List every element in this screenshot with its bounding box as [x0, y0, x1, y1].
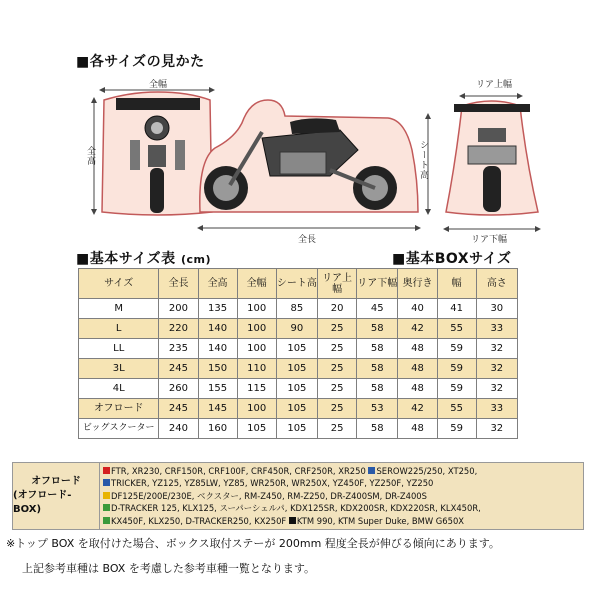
table-cell: 59: [437, 359, 476, 379]
table-cell: 155: [198, 379, 237, 399]
table-cell: 48: [398, 339, 437, 359]
model-names: FTR, XR230, CRF150R, CRF100F, CRF450R, CRF250R, XR250: [111, 466, 366, 476]
table-cell: 200: [159, 299, 198, 319]
table-cell: 220: [159, 319, 198, 339]
rear-view-bike: [446, 101, 538, 215]
model-names: KX450F, KLX250, D-TRACKER250, KX250F: [111, 515, 287, 526]
size-name-cell: オフロード: [79, 399, 159, 419]
table-cell: 25: [318, 399, 357, 419]
col-height: 全高: [198, 269, 237, 299]
table-cell: 105: [276, 379, 317, 399]
table-cell: 135: [198, 299, 237, 319]
table-cell: 245: [159, 359, 198, 379]
col-rear-top: リア上幅: [318, 269, 357, 299]
table-cell: 105: [276, 399, 317, 419]
offroad-label-line1: オフロード: [31, 476, 81, 487]
maker-color-square-icon: [103, 479, 110, 486]
size-name-cell: 3L: [79, 359, 159, 379]
table-cell: 33: [476, 319, 517, 339]
note-reference-models: 上記参考車種は BOX を考慮した参考車種一覧となります。: [22, 562, 315, 575]
table-cell: 48: [398, 419, 437, 439]
size-diagram: [0, 0, 600, 250]
size-name-cell: 4L: [79, 379, 159, 399]
table-cell: 59: [437, 339, 476, 359]
side-view-bike: [200, 100, 418, 212]
table-row: [79, 319, 518, 339]
table-cell: 150: [198, 359, 237, 379]
seat-height-label: シート高: [418, 140, 428, 180]
size-name-cell: M: [79, 299, 159, 319]
table-cell: 42: [398, 319, 437, 339]
table-cell: 30: [476, 299, 517, 319]
size-name-cell: L: [79, 319, 159, 339]
table-row: [79, 339, 518, 359]
table-cell: 240: [159, 419, 198, 439]
table-cell: 105: [237, 419, 276, 439]
size-table-heading: [76, 248, 211, 268]
size-table-title: ■基本サイズ表: [76, 251, 176, 267]
table-cell: 58: [357, 319, 398, 339]
table-cell: 41: [437, 299, 476, 319]
col-length: 全長: [159, 269, 198, 299]
table-cell: 58: [357, 379, 398, 399]
table-cell: 25: [318, 379, 357, 399]
col-size: サイズ: [79, 269, 159, 299]
offroad-model-list: [12, 462, 584, 530]
table-cell: 55: [437, 319, 476, 339]
offroad-label-line2: (オフロード-BOX): [13, 490, 72, 515]
table-cell: 140: [198, 319, 237, 339]
model-names: D-TRACKER 125, KLX125, スーパーシェルパ, KDX125SR, KDX200SR, KDX220SR, KLX450R,: [111, 503, 481, 514]
table-cell: 20: [318, 299, 357, 319]
col-width: 全幅: [237, 269, 276, 299]
table-cell: 53: [357, 399, 398, 419]
table-cell: 100: [237, 319, 276, 339]
table-row: [79, 359, 518, 379]
model-names: SEROW225/250, XT250,: [376, 466, 478, 476]
maker-color-square-icon: [103, 467, 110, 474]
col-box-height: 高さ: [476, 269, 517, 299]
table-cell: 32: [476, 359, 517, 379]
col-seat-height: [276, 269, 317, 299]
col-box-width: 幅: [437, 269, 476, 299]
table-cell: 59: [437, 419, 476, 439]
table-cell: 55: [437, 399, 476, 419]
table-cell: 90: [276, 319, 317, 339]
size-table-unit: (cm): [180, 253, 212, 266]
table-cell: 100: [237, 299, 276, 319]
size-name-cell: LL: [79, 339, 159, 359]
rear-bottom-width-label: リア下幅: [471, 235, 508, 245]
table-cell: 105: [276, 339, 317, 359]
maker-color-square-icon: [368, 467, 375, 474]
col-rear-bottom: リア下幅: [357, 269, 398, 299]
overall-height-label: 全高: [85, 146, 95, 166]
model-names: KTM 990, KTM Super Duke, BMW G650X: [296, 515, 465, 526]
model-line: [103, 465, 581, 477]
maker-color-square-icon: [103, 504, 110, 511]
table-row: [79, 379, 518, 399]
table-row: [79, 419, 518, 439]
table-cell: 45: [357, 299, 398, 319]
rear-top-width-label: リア上幅: [476, 80, 513, 90]
table-cell: 25: [318, 319, 357, 339]
table-cell: 110: [237, 359, 276, 379]
table-cell: 42: [398, 399, 437, 419]
maker-color-square-icon: [289, 517, 296, 524]
table-cell: 25: [318, 339, 357, 359]
table-cell: 160: [198, 419, 237, 439]
table-cell: 145: [198, 399, 237, 419]
table-cell: 40: [398, 299, 437, 319]
size-table-body: [79, 299, 518, 439]
table-cell: 59: [437, 379, 476, 399]
table-cell: 115: [237, 379, 276, 399]
table-row: [79, 299, 518, 319]
table-cell: 105: [276, 359, 317, 379]
table-cell: 100: [237, 339, 276, 359]
model-line: [103, 477, 581, 489]
table-cell: 140: [198, 339, 237, 359]
model-line: [103, 515, 581, 527]
table-cell: 100: [237, 399, 276, 419]
model-line: [103, 502, 581, 514]
table-cell: 105: [276, 419, 317, 439]
table-cell: 245: [159, 399, 198, 419]
table-cell: 33: [476, 399, 517, 419]
maker-color-square-icon: [103, 517, 110, 524]
size-name-cell: ビッグスクーター: [79, 419, 159, 439]
maker-color-square-icon: [103, 492, 110, 499]
offroad-label: [13, 463, 100, 529]
box-size-heading: ■基本BOXサイズ: [392, 251, 512, 267]
table-cell: 58: [357, 419, 398, 439]
front-view-bike: [102, 92, 212, 215]
how-to-read-heading: ■各サイズの見かた: [76, 54, 205, 70]
model-line: [103, 490, 581, 502]
table-cell: 260: [159, 379, 198, 399]
table-cell: 85: [276, 299, 317, 319]
note-top-box: ※トップ BOX を取付けた場合、ボックス取付ステーが 200mm 程度全長が伸びる傾向にあります。: [6, 537, 500, 550]
col-seat-height-text: シート高: [276, 278, 317, 289]
overall-length-label: 全長: [298, 235, 317, 245]
table-cell: 58: [357, 339, 398, 359]
table-cell: 25: [318, 419, 357, 439]
overall-width-label: 全幅: [149, 80, 168, 90]
table-cell: 235: [159, 339, 198, 359]
table-row: [79, 399, 518, 419]
table-cell: 48: [398, 359, 437, 379]
table-cell: 32: [476, 339, 517, 359]
col-box-depth: 奥行き: [398, 269, 437, 299]
table-cell: 58: [357, 359, 398, 379]
model-names: DF125E/200E/230E, ベクスター, RM-Z450, RM-Z250, DR-Z400SM, DR-Z400S: [111, 490, 427, 501]
table-cell: 25: [318, 359, 357, 379]
table-cell: 48: [398, 379, 437, 399]
table-cell: 32: [476, 379, 517, 399]
size-table: [78, 268, 518, 439]
table-cell: 32: [476, 419, 517, 439]
offroad-models: [103, 465, 581, 527]
size-table-header-row: [79, 269, 518, 299]
model-names: TRICKER, YZ125, YZ85LW, YZ85, WR250R, WR250X, YZ450F, YZ250F, YZ250: [111, 478, 434, 489]
